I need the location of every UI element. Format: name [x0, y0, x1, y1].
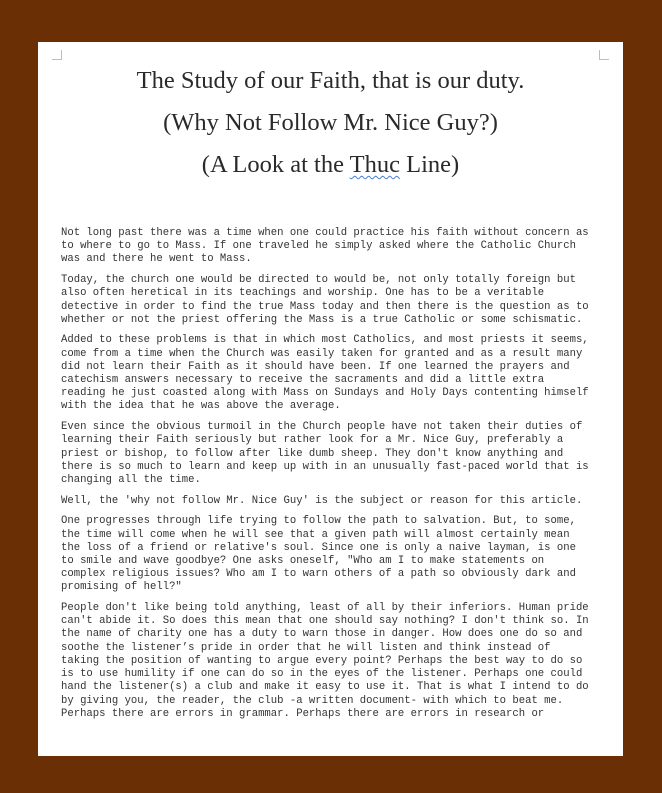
document-page — [38, 42, 623, 756]
body-paragraph: Today, the church one would be directed to would be, not only totally foreign but also often heretical in its teachings and worship. One has to be a veritable detective in order to find the true Mass today and then there is the question as to whether or not the priest offering the Mass is a true Catholic or some schismatic. — [61, 274, 589, 326]
document-title: The Study of our Faith, that is our duty. — [136, 67, 525, 94]
spellcheck-flagged-word: Thuc — [349, 151, 401, 178]
body-paragraph: Well, the 'why not follow Mr. Nice Guy' is the subject or reason for this article. — [61, 494, 583, 507]
subtitle-text-start: (A Look at the — [201, 151, 350, 178]
document-body — [61, 227, 606, 728]
subtitle-text-end: Line) — [400, 151, 460, 178]
document-subtitle: (Why Not Follow Mr. Nice Guy?) — [163, 109, 498, 136]
body-paragraph: Even since the obvious turmoil in the Church people have not taken their duties of learning their Faith seriously but rather look for a Mr. Nice Guy, preferably a priest or bishop, to follow after like dumb sheep. They don't know anything and there is so much to learn and keep up with in an unusually fast-paced world that is changing all the time. — [61, 421, 589, 486]
margin-corner-mark-top-left — [52, 50, 62, 60]
body-paragraph: Added to these problems is that in which most Catholics, and most priests it seems, come from a time when the Church was easily taken for granted and as a result many did not learn their Faith as it should have been. If one learned the prayers and catechism answers necessary to receive the sacraments and did a little extra reading he just coasted along with Mass on Sundays and Holy Days contenting himself with the idea that he was above the average. — [61, 334, 589, 413]
margin-corner-mark-top-right — [599, 50, 609, 60]
body-paragraph: People don't like being told anything, least of all by their inferiors. Human pride can't abide it. So does this mean that one should say nothing? I don't think so. In the name of charity one has a duty to warn those in danger. How does one do so and soothe the listener’s pride in order that he will listen and think instead of taking the position of wanting to argue every point? Perhaps the best way to do so is to use humility if one can do so in the eyes of the listener. Perhaps one could hand the listener(s) a club and make it easy to use it. That is what I intend to do by giving you, the reader, the club -a written document- with which to beat me. Perhaps there are errors in grammar. Perhaps there are errors in research or — [61, 602, 589, 720]
body-paragraph: One progresses through life trying to follow the path to salvation. But, to some, the time will come when he will see that a given path will almost certainly mean the loss of a friend or relative's soul. Since one is only a naive layman, is one to smile and wave goodbye? One asks oneself, "Who am I to make statements on complex religious issues? Who am I to warn others of a path so obviously dark and promising of hell?" — [61, 515, 576, 594]
body-paragraph: Not long past there was a time when one could practice his faith without concern as to where to go to Mass. If one traveled he simply asked where the Catholic Church was and there he went to Mass. — [61, 227, 589, 266]
document-subtitle-secondary — [38, 144, 623, 186]
document-title-block — [38, 60, 623, 186]
